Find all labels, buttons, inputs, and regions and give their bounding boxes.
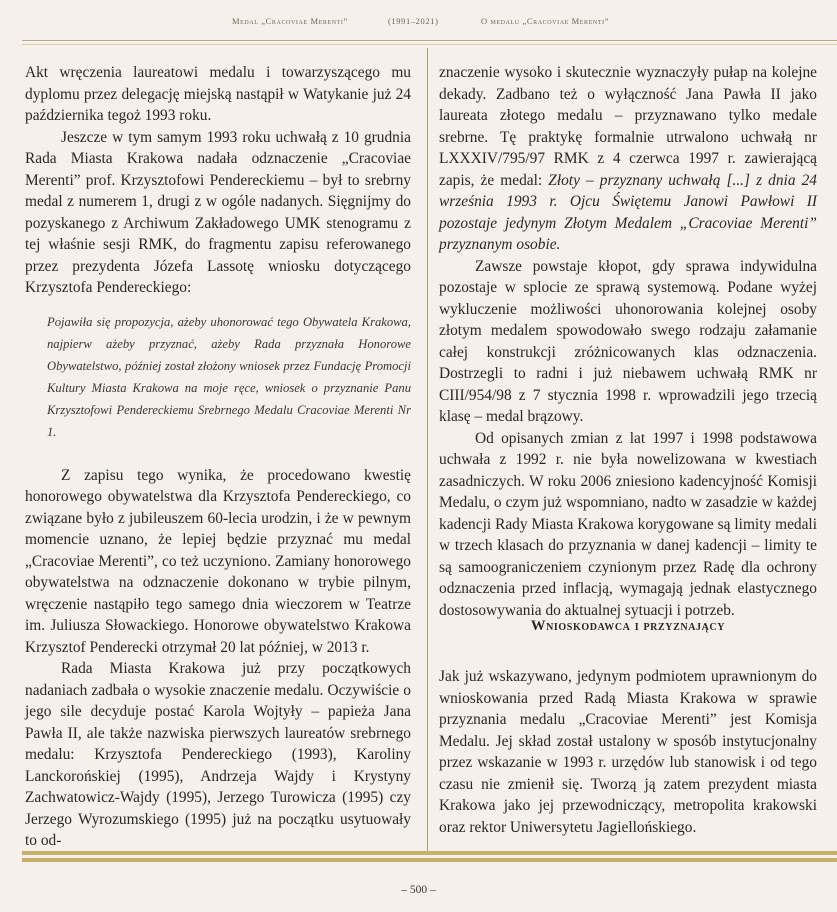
block-quote: Pojawiła się propozycja, ażeby uhonorować tego Obywatela Krakowa, najpierw ażeby przyznać, ażeby Rada przyznała Honorowe Obywatelstwo, później został złożony wniosek przez Fundację Promocji Kultury Miasta Krakowa na moje ręce, wniosek o przyznanie Panu Krzysztofowi Pendereckiemu Srebrnego Medalu Cracoviae Merenti Nr 1. [47,314,411,439]
running-head-center: (1991–2021) [388,16,439,26]
right-column [439,62,817,621]
running-head [0,16,837,36]
page-number: – 500 – [401,884,436,896]
right-column-lower [439,666,817,838]
header-rule-thin [22,44,837,45]
footer-bar [22,851,837,855]
left-column [25,62,411,852]
paragraph-text: znaczenie wysoko i skutecznie wyznaczyły pułap na kolejne dekady. Zadbano też o wyłączność Jana Pawła II jako laureata złotego medalu – przyznawano tylko medale srebrne. Tę praktykę formalnie utrwalono uchwałą nr LXXXIV/795/97 RMK z 4 czerwca 1997 r. zawierającą zapis, że medal: [439,64,817,189]
paragraph: Akt wręczenia laureatowi medalu i towarzyszącego mu dyplomu przez delegację miejską nastąpił w Watykanie już 24 października tegoż 1993 roku. [25,64,411,124]
header-rule [22,40,837,41]
section-heading: Wnioskodawca i przyznający [530,618,726,634]
paragraph: Od opisanych zmian z lat 1997 i 1998 podstawowa uchwała z 1992 r. nie była nowelizowana w kwestiach zasadniczych. W roku 2006 zniesiono kadencyjność Komisji Medalu, o czym już wspomniano, nadto w zasadzie w każdej kadencji Rady Miasta Krakowa korygowane są limity medali w trzech klasach do przyznania w danej kadencji – limity te są samoograniczeniem czynionym przez Radę dla ochrony odznaczenia przed inflacją, wymagają jednak elastycznego dostosowywania do aktualnej sytuacji i potrzeb. [439,429,817,619]
paragraph [439,62,817,256]
footer-bar [22,858,837,862]
running-head-right: O medalu „Cracoviae Merenti” [481,16,610,26]
running-head-left: Medal „Cracoviae Merenti” [232,16,348,26]
paragraph: Jak już wskazywano, jedynym podmiotem uprawnionym do wnioskowania przed Radą Miasta Krakowa w sprawie przyznania medalu „Cracoviae Merenti” jest Komisja Medalu. Jej skład został ustalony w sposób instytucjonalny przez wskazanie w 1993 r. urzędów lub stanowisk i od tego czasu nie zmienił się. Tworzą ją zatem prezydent miasta Krakowa jako jej przewodniczący, metropolita krakowski oraz rektor Uniwersytetu Jagiellońskiego. [439,668,817,836]
paragraph: Z zapisu tego wynika, że procedowano kwestię honorowego obywatelstwa dla Krzysztofa Pendereckiego, co związane było z jubileuszem 60-lecia urodzin, i że w pewnym momencie uznano, że lepiej będzie przyznać mu medal „Cracoviae Merenti”, co też uczyniono. Zamiany honorowego obywatelstwa na odznaczenie dokonano w trybie pilnym, wręczenie nastąpiło tego samego dnia wieczorem w Teatrze im. Juliusza Słowackiego. Honorowe obywatelstwo Krakowa Krzysztof Penderecki otrzymał 20 lat później, w 2013 r. [25,466,411,656]
paragraph: Jeszcze w tym samym 1993 roku uchwałą z 10 grudnia Rada Miasta Krakowa nadała odznaczenie „Cracoviae Merenti” prof. Krzysztofowi Pendereckiemu – był to srebrny medal z numerem 1, drugi z w ogóle nadanych. Sięgnijmy do pozyskanego z Archiwum Zakładowego UMK stenogramu z tej właśnie sesji RMK, do fragmentu zapisu referowanego przez prezydenta Józefa Lassotę wniosku dotyczącego Krzysztofa Pendereckiego: [25,128,411,296]
column-divider [427,48,428,851]
paragraph: Rada Miasta Krakowa już przy początkowych nadaniach zadbała o wysokie znaczenie medalu. Oczywiście o jego sile decyduje postać Karola Wojtyły – papieża Jana Pawła II, ale także nazwiska pierwszych laureatów srebrnego medalu: Krzysztofa Pendereckiego (1993), Karoliny Lanckorońskiej (1995), Andrzeja Wajdy i Krystyny Zachwatowicz-Wajdy (1995), Jerzego Turowicza (1995) czy Jerzego Wyrozumskiego (1995) już na początku usytuowały to od- [25,660,411,849]
paragraph: Zawsze powstaje kłopot, gdy sprawa indywidulna pozostaje w splocie ze sprawą systemową. Podane wyżej wykluczenie możliwości uhonorowania kolejnej osoby złotym medalem spowodowało swego rodzaju załamanie całej konstrukcji zróżnicowanych klas odznaczenia. Dostrzegli to radni i już niebawem uchwałą RMK nr CIII/954/98 z 7 stycznia 1998 r. wprowadzili jego trzecią klasę – medal brązowy. [439,257,817,425]
footer-rule [22,851,837,864]
quoted-resolution: Złoty – przyznany uchwałą [...] z dnia 24 września 1993 r. Ojcu Świętemu Janowi Pawłowi II pozostaje jedynym Złotym Medalem „Cracoviae Merenti” przyznanym osobie. [439,171,817,253]
